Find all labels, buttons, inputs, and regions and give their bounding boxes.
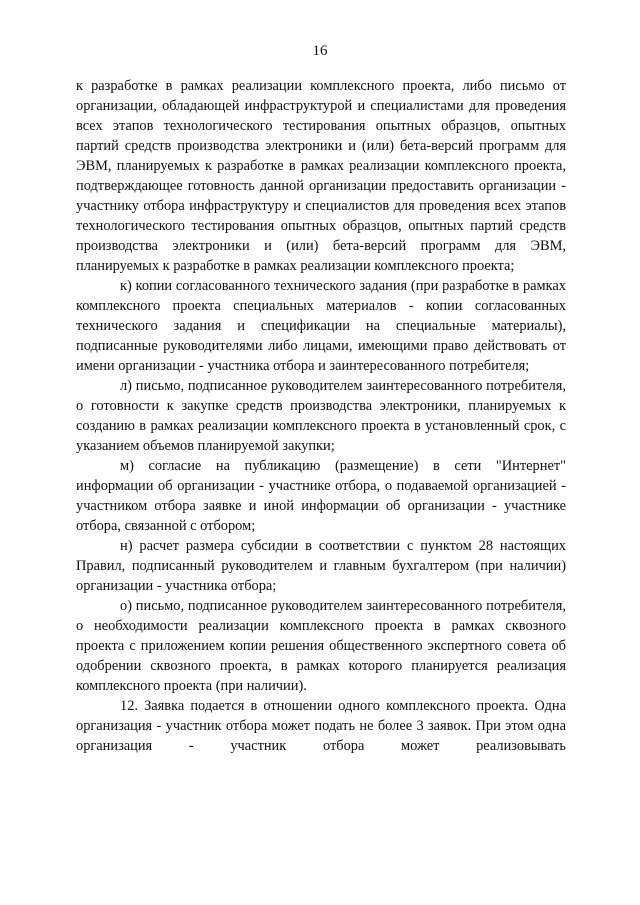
page-number: 16	[312, 43, 328, 59]
paragraph-item-l: л) письмо, подписанное руководителем заинтересованного потребителя, о готовности к закупке средств производства электроники, планируемых к созданию в рамках реализации комплексного проекта в установленный срок, с указанием объемов планируемой закупки;	[76, 378, 566, 454]
paragraph-clause-12: 12. Заявка подается в отношении одного комплексного проекта. Одна организация - участник отбора может подать не более 3 заявок. При этом одна организация - участник отбора может реализовывать	[76, 698, 566, 754]
document-body	[76, 76, 566, 756]
paragraph-continuation: к разработке в рамках реализации комплексного проекта, либо письмо от организации, обладающей инфраструктурой и специалистами для проведения всех этапов технологического тестирования опытных образцов, опытных партий средств производства электроники и (или) бета-версий программ для ЭВМ, планируемых к разработке в рамках реализации комплексного проекта, подтверждающее готовность данной организации предоставить организации - участнику отбора инфраструктуру и специалистов для проведения всех этапов технологического тестирования опытных образцов, опытных партий средств производства электроники и (или) бета-версий программ для ЭВМ, планируемых к разработке в рамках реализации комплексного проекта;	[76, 78, 566, 274]
paragraph-item-n: н) расчет размера субсидии в соответствии с пунктом 28 настоящих Правил, подписанный руководителем и главным бухгалтером (при наличии) организации - участника отбора;	[76, 538, 566, 594]
paragraph-item-o: о) письмо, подписанное руководителем заинтересованного потребителя, о необходимости реализации комплексного проекта в рамках сквозного проекта с приложением копии решения общественного экспертного совета об одобрении сквозного проекта, в рамках которого планируется реализация комплексного проекта (при наличии).	[76, 598, 566, 694]
paragraph-item-m: м) согласие на публикацию (размещение) в сети "Интернет" информации об организации - участнике отбора, о подаваемой организацией - участником отбора заявке и иной информации об организации - участнике отбора, связанной с отбором;	[76, 458, 566, 534]
paragraph-item-k: к) копии согласованного технического задания (при разработке в рамках комплексного проекта специальных материалов - копии согласованных технического задания и спецификации на специальные материалы), подписанные руководителями либо лицами, имеющими право действовать от имени организации - участника отбора и заинтересованного потребителя;	[76, 278, 566, 374]
